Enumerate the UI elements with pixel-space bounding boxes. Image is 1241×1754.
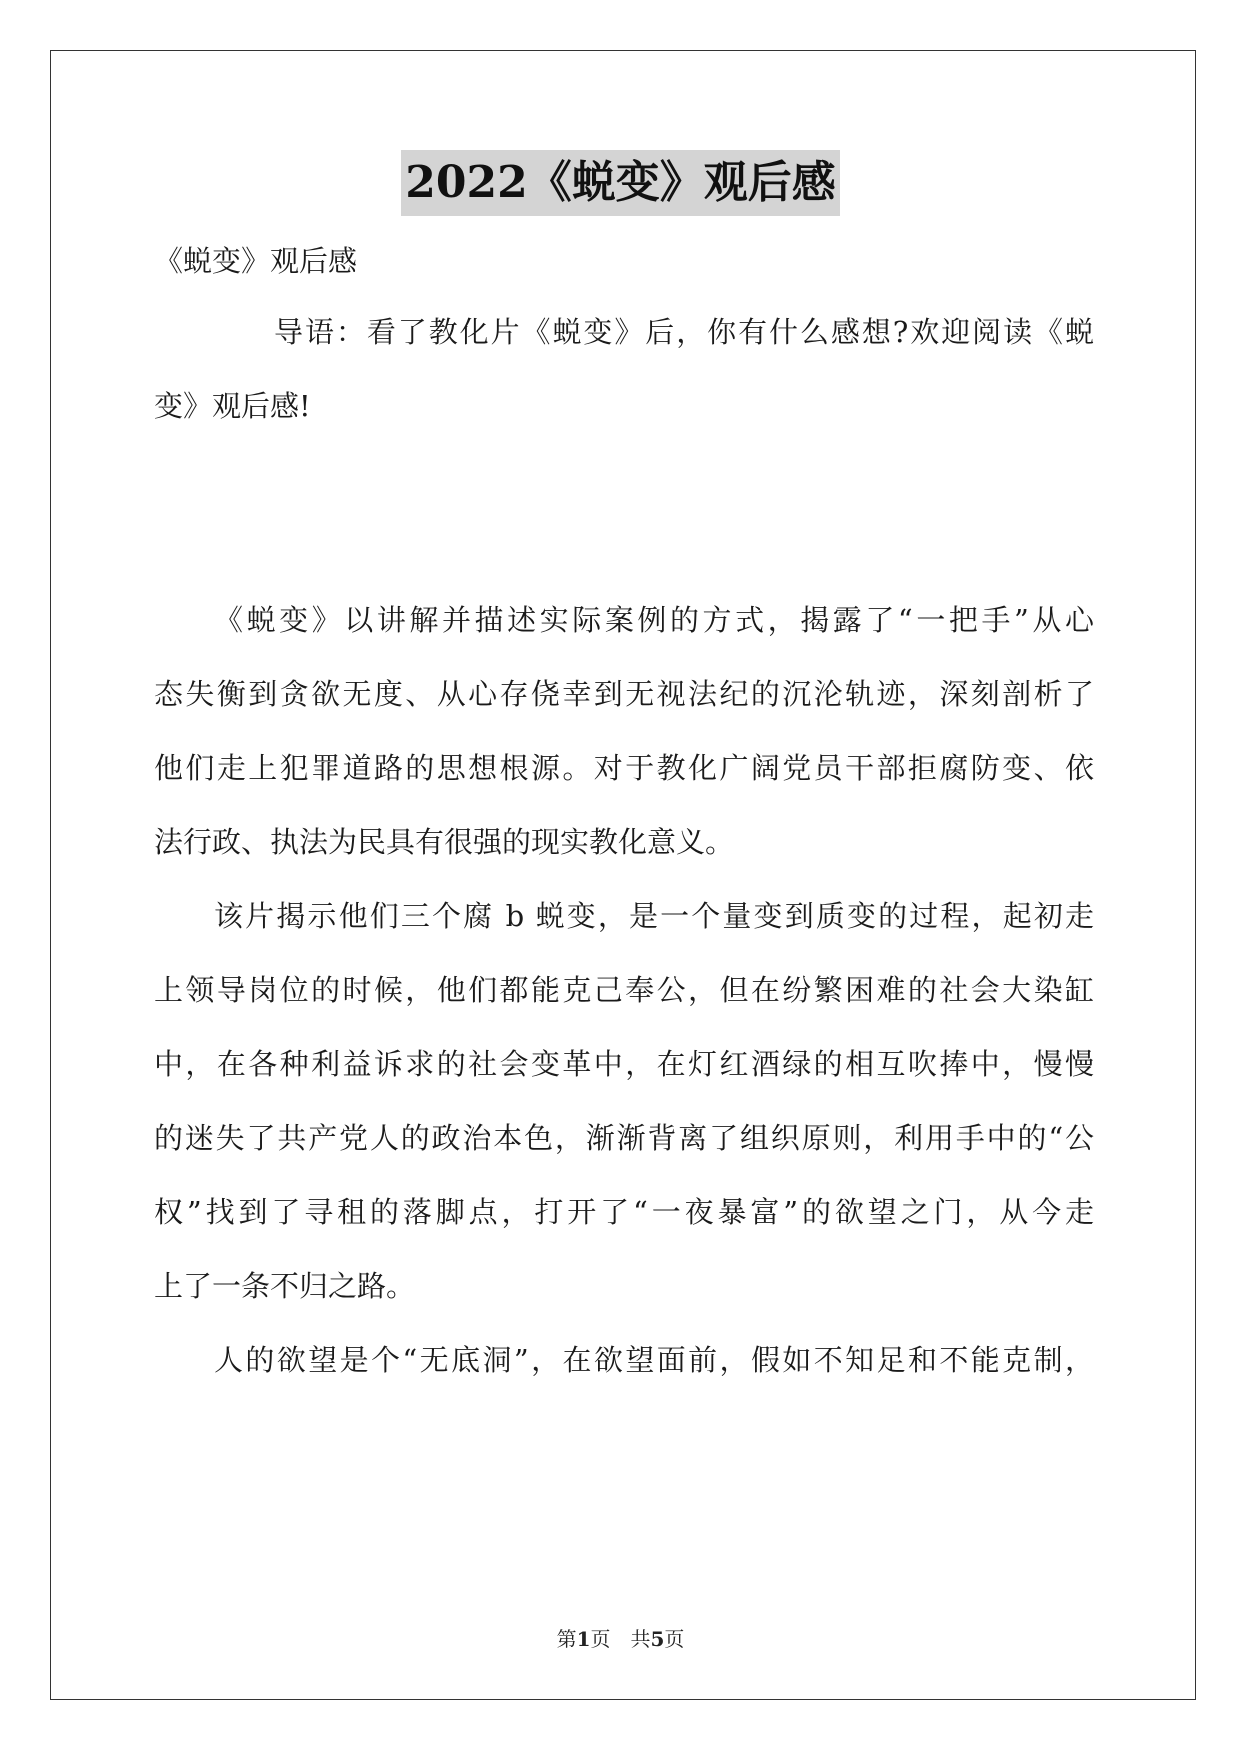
page-border bbox=[50, 50, 1196, 1700]
document-subtitle: 《蜕变》观后感 bbox=[154, 244, 358, 278]
paragraph-line: 上了一条不归之路。 bbox=[154, 1269, 416, 1303]
paragraph-line: 他们走上犯罪道路的思想根源。对于教化广阔党员干部拒腐防变、依 bbox=[154, 751, 1094, 785]
paragraph-line: 中，在各种利益诉求的社会变革中，在灯红酒绿的相互吹捧中，慢慢 bbox=[154, 1047, 1094, 1081]
paragraph-line: 权”找到了寻租的落脚点，打开了“一夜暴富”的欲望之门，从今走 bbox=[154, 1195, 1094, 1229]
paragraph-line: 人的欲望是个“无底洞”，在欲望面前，假如不知足和不能克制， bbox=[214, 1343, 1094, 1377]
paragraph-line: 的迷失了共产党人的政治本色，渐渐背离了组织原则，利用手中的“公 bbox=[154, 1121, 1094, 1155]
intro-line: 变》观后感! bbox=[154, 389, 311, 423]
paragraph-line: 法行政、执法为民具有很强的现实教化意义。 bbox=[154, 825, 735, 859]
document-title: 2022《蜕变》观后感 bbox=[401, 150, 839, 216]
paragraph-line: 态失衡到贪欲无度、从心存侥幸到无视法纪的沉沦轨迹，深刻剖析了 bbox=[154, 677, 1094, 711]
paragraph-line: 《蜕变》以讲解并描述实际案例的方式，揭露了“一把手”从心 bbox=[214, 603, 1094, 637]
footer-prefix: 第 bbox=[556, 1627, 577, 1651]
footer-middle: 页 共 bbox=[590, 1627, 651, 1651]
page-footer bbox=[0, 1625, 1241, 1653]
intro-line: 导语：看了教化片《蜕变》后，你有什么感想?欢迎阅读《蜕 bbox=[274, 315, 1094, 349]
paragraph-line: 上领导岗位的时候，他们都能克己奉公，但在纷繁困难的社会大染缸 bbox=[154, 973, 1094, 1007]
footer-suffix: 页 bbox=[664, 1627, 685, 1651]
paragraph-line: 该片揭示他们三个腐 b 蜕变，是一个量变到质变的过程，起初走 bbox=[214, 899, 1094, 933]
footer-page-number: 1 bbox=[576, 1627, 591, 1651]
document-title-block bbox=[0, 150, 1241, 216]
footer-total-pages: 5 bbox=[650, 1627, 665, 1651]
